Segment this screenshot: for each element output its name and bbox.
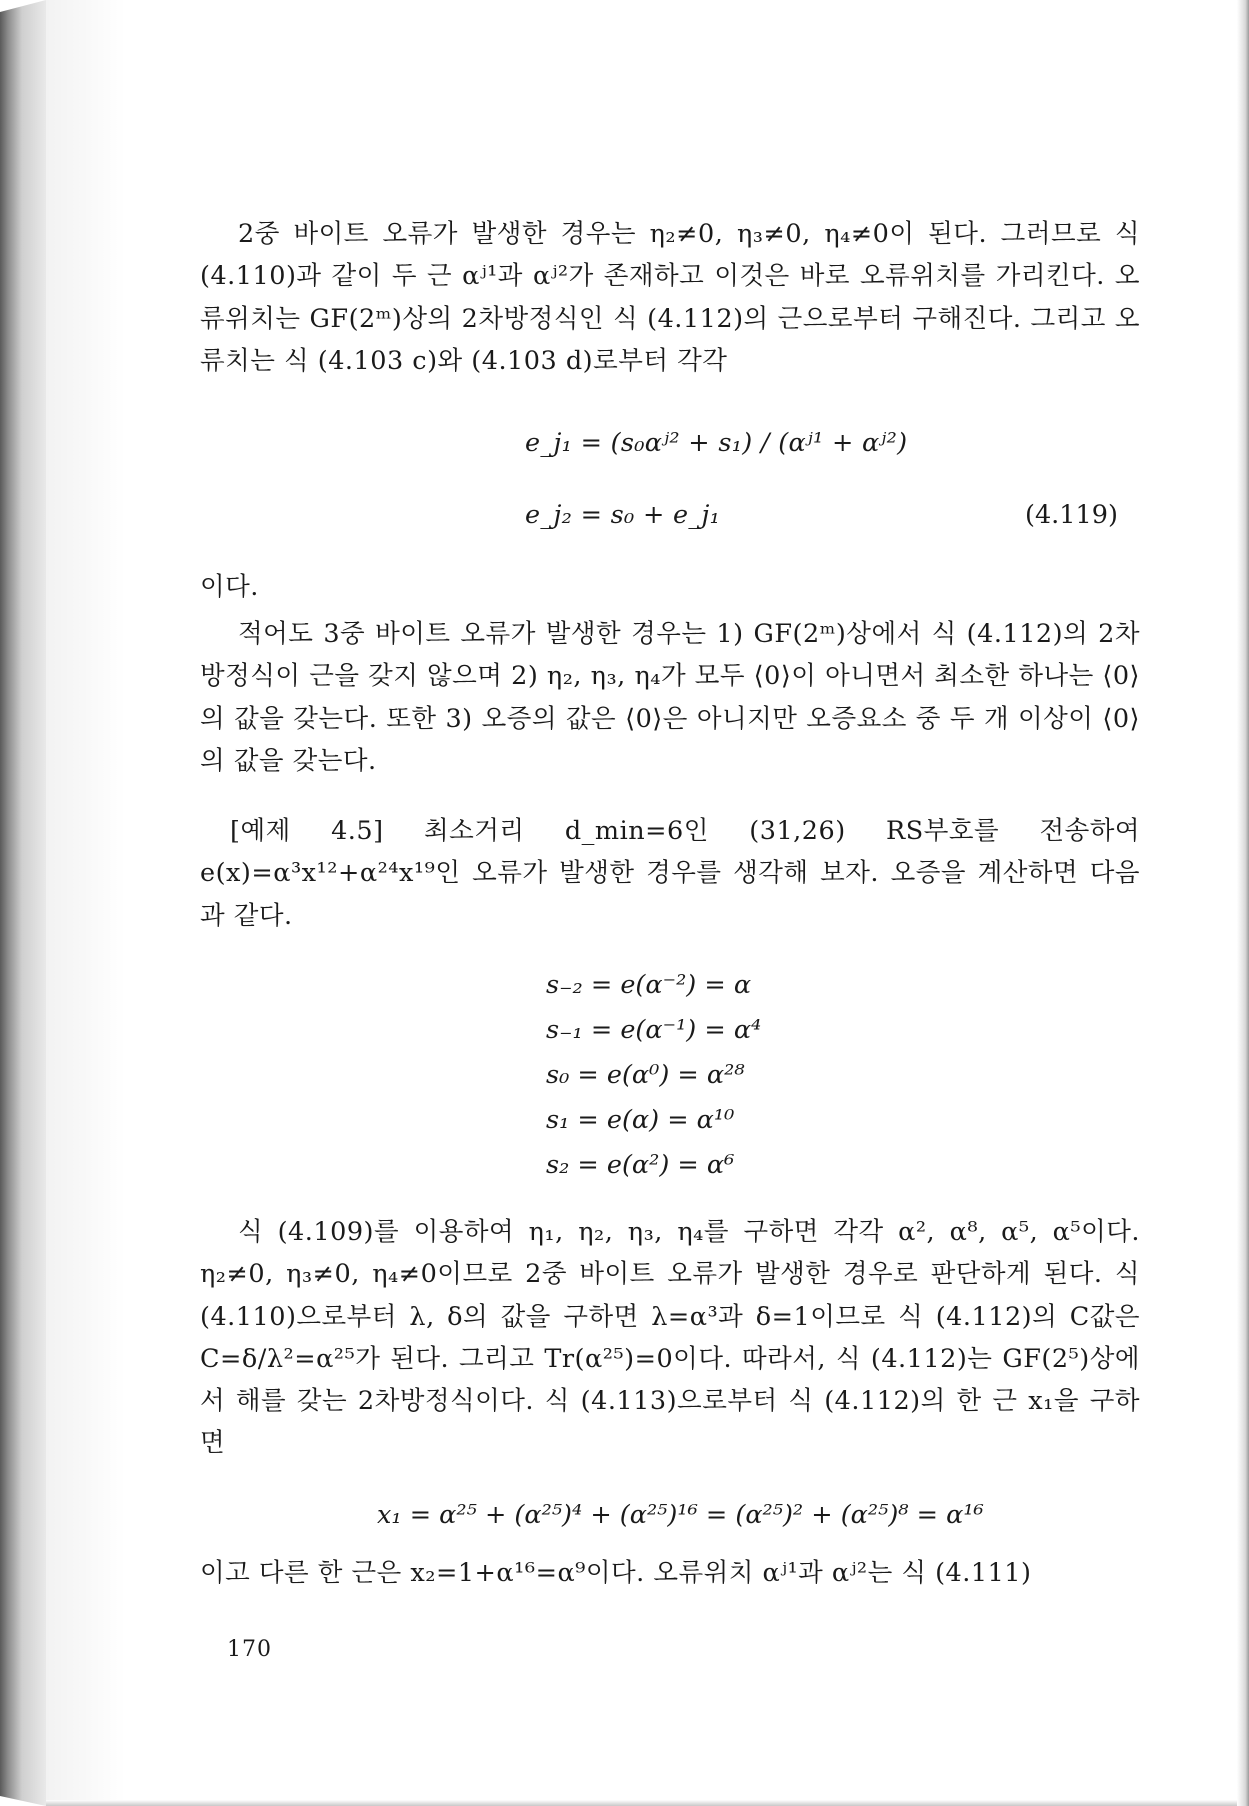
page-edge-right [1237, 0, 1249, 1806]
paragraph-triple-byte-error: 적어도 3중 바이트 오류가 발생한 경우는 1) GF(2ᵐ)상에서 식 (4.112)의 2차방정식이 근을 갖지 않으며 2) η₂, η₃, η₄가 모두 ⟨0⟩이 아니면서 최소한 하나는 ⟨0⟩의 값을 갖는다. 또한 3) 오증의 값은 ⟨0⟩은 아니지만 오증요소 중 두 개 이상이 ⟨0⟩의 값을 갖는다. [200, 619, 1140, 776]
equation-ej1: e_j₁ = (s₀αʲ² + s₁) / (αʲ¹ + αʲ²) [525, 428, 908, 458]
paragraph-example-4-5: [예제 4.5] 최소거리 d_min=6인 (31,26) RS부호를 전송하여 e(x)=α³x¹²+α²⁴x¹⁹인 오류가 발생한 경우를 생각해 보자. 오증을 계산하면 다음과 같다. [200, 816, 1140, 931]
gutter-shadow [46, 0, 126, 1806]
equation-x1: x₁ = α²⁵ + (α²⁵)⁴ + (α²⁵)¹⁶ = (α²⁵)² + (α²⁵)⁸ = α¹⁶ [377, 1500, 984, 1530]
page-number: 170 [227, 1637, 272, 1662]
book-spine [0, 0, 46, 1806]
paragraph-eta-computation: 식 (4.109)를 이용하여 η₁, η₂, η₃, η₄를 구하면 각각 α², α⁸, α⁵, α⁵이다. η₂≠0, η₃≠0, η₄≠0이므로 2중 바이트 오류가 발생한 경우로 판단하게 된다. 식 (4.110)으로부터 λ, δ의 값을 구하면 λ=α³과 δ=1이므로 식 (4.112)의 C값은 C=δ/λ²=α²⁵가 된다. 그리고 Tr(α²⁵)=0이다. 따라서, 식 (4.112)는 GF(2⁵)상에서 해를 갖는 2차방정식이다. 식 (4.113)으로부터 식 (4.112)의 한 근 x₁을 구하면 [200, 1217, 1140, 1459]
syndrome-s-minus-1: s₋₁ = e(α⁻¹) = α⁴ [546, 1015, 762, 1045]
equation-number: (4.119) [1025, 500, 1118, 530]
equation-ej2: e_j₂ = s₀ + e_j₁ [525, 500, 721, 530]
paragraph-other-root: 이고 다른 한 근은 x₂=1+α¹⁶=α⁹이다. 오류위치 αʲ¹과 αʲ²는 식 (4.111) [200, 1558, 1032, 1588]
paragraph-double-byte-error: 2중 바이트 오류가 발생한 경우는 η₂≠0, η₃≠0, η₄≠0이 된다. 그러므로 식 (4.110)과 같이 두 근 αʲ¹과 αʲ²가 존재하고 이것은 바로 오류위치를 가리킨다. 오류위치는 GF(2ᵐ)상의 2차방정식인 식 (4.112)의 근으로부터 구해진다. 그리고 오류치는 식 (4.103 c)와 (4.103 d)로부터 각각 [200, 219, 1140, 376]
paragraph-ida: 이다. [200, 572, 259, 602]
syndrome-s-minus-2: s₋₂ = e(α⁻²) = α [546, 970, 752, 1000]
syndrome-s2: s₂ = e(α²) = α⁶ [546, 1150, 735, 1180]
syndrome-s0: s₀ = e(α⁰) = α²⁸ [546, 1060, 745, 1090]
page-edge-bottom [46, 1800, 1237, 1806]
syndrome-s1: s₁ = e(α) = α¹⁰ [546, 1105, 735, 1135]
